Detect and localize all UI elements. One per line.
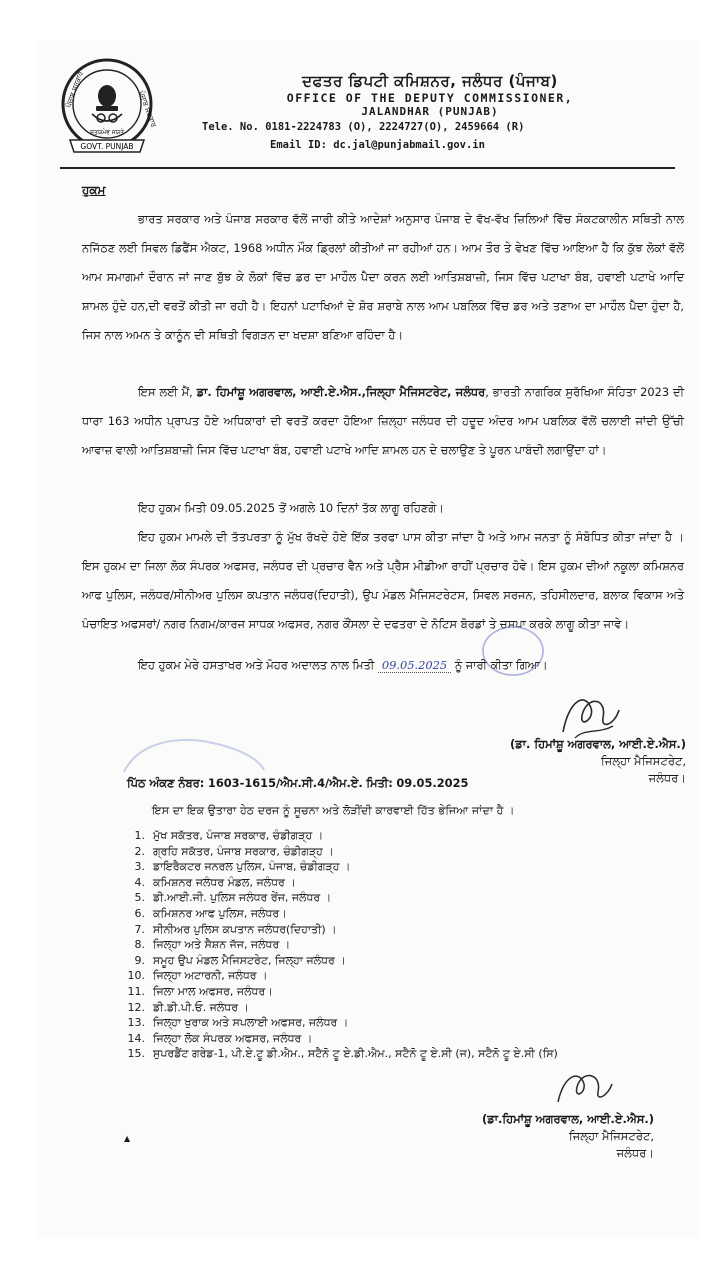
recipient-number: 13. (127, 1016, 145, 1030)
order-title: ਹੁਕਮ (82, 183, 106, 197)
recipient-text: ਜਿਲ੍ਹਾ ਲੋਕ ਸੰਪਰਕ ਅਫਸਰ, ਜਲੰਧਰ । (153, 1031, 313, 1045)
recipient-number: 5. (134, 891, 145, 905)
handwritten-date: 09.05.2025 (378, 658, 451, 673)
signature-block-1 (510, 736, 686, 787)
recipient-item (118, 922, 678, 938)
recipient-number: 1. (134, 829, 145, 842)
recipient-text: ਜਿਲ੍ਹਾ ਖੁਰਾਕ ਅਤੇ ਸਪਲਾਈ ਅਫਸਰ, ਜਲੰਧਰ । (153, 1016, 349, 1030)
endorsement-date-label: ਮਿਤੀ: (366, 776, 393, 790)
recipient-item (118, 875, 678, 891)
paragraph-5-end: ਨੂੰ ਜਾਰੀ ਕੀਤਾ ਗਿਆ। (454, 658, 548, 672)
paragraph-5-start: ਇਹ ਹੁਕਮ ਮੇਰੇ ਹਸਤਾਖਰ ਅਤੇ ਮੋਹਰ ਅਦਾਲਤ ਨਾਲ ਮਿਤੀ (138, 658, 375, 672)
punjab-government-seal (56, 56, 158, 158)
signature-scribble-2 (548, 1066, 618, 1116)
paragraph-2-start: ਇਸ ਲਈ ਮੈਂ, (138, 385, 197, 399)
order-paragraph-1 (82, 205, 684, 350)
signatory-name-1: (ਡਾ. ਹਿਮਾਂਸ਼ੂ ਅਗਰਵਾਲ, ਆਈ.ਏ.ਐਸ.) (509, 737, 686, 751)
recipient-text: ਜਿਲ੍ਹਾ ਅਟਾਰਨੀ, ਜਲੰਧਰ । (153, 969, 268, 983)
endorsement-intro: ਇਸ ਦਾ ਇਕ ਉਤਾਰਾ ਹੇਠ ਦਰਜ ਨੂੰ ਸੂਚਨਾ ਅਤੇ ਲੋੜੀਂਦੀ ਕਾਰਵਾਈ ਹਿੱਤ ਭੇਜਿਆ ਜਾਂਦਾ ਹੈ । (152, 804, 515, 817)
office-title-punjabi: ਦਫਤਰ ਡਿਪਟੀ ਕਮਿਸ਼ਨਰ, ਜਲੰਧਰ (ਪੰਜਾਬ) (302, 72, 558, 90)
email-address: Email ID: dc.jal@punjabmail.gov.in (270, 139, 485, 151)
signatory-place-2: ਜਲੰਧਰ। (616, 1146, 654, 1160)
recipient-number: 10. (127, 969, 145, 983)
office-city: JALANDHAR (PUNJAB) (361, 105, 499, 118)
recipient-item (118, 1046, 678, 1062)
signatory-designation-1: ਜਿਲ੍ਹਾ ਮੈਜਿਸਟਰੇਟ, (601, 754, 686, 768)
seal-left-text: ਪੰਜਾਬ ਸਰਕਾਰ (64, 70, 85, 109)
distribution-list (118, 828, 678, 1062)
recipient-item (118, 1031, 678, 1047)
recipient-item (118, 828, 678, 844)
recipient-number: 14. (127, 1031, 145, 1045)
endorsement-date: 09.05.2025 (396, 776, 469, 790)
recipient-number: 11. (127, 984, 145, 998)
recipient-text: ਡਾਇਰੈਕਟਰ ਜਨਰਲ ਪੁਲਿਸ, ਪੰਜਾਬ, ਚੰਡੀਗੜ੍ਹ । (153, 860, 351, 874)
magistrate-name-bold: ਡਾ. ਹਿਮਾਂਸ਼ੂ ਅਗਰਵਾਲ, ਆਈ.ਏ.ਐਸ.,ਜਿਲ੍ਹਾ ਮੈਜਿਸਟਰੇਟ, ਜਲੰਧਰ (196, 385, 486, 399)
recipient-text: ਡੀ.ਡੀ.ਪੀ.ਓ. ਜਲੰਧਰ । (153, 1000, 249, 1014)
signatory-designation-2: ਜਿਲ੍ਹਾ ਮੈਜਿਸਟਰੇਟ, (569, 1129, 654, 1143)
recipient-text: ਕਮਿਸ਼ਨਰ ਜਲੰਧਰ ਮੰਡਲ, ਜਲੰਧਰ । (153, 875, 296, 889)
faint-stamp-impression (118, 734, 268, 780)
endorsement-reference (127, 776, 468, 791)
recipient-text: ਜਿਲਾ ਮਾਲ ਅਫਸਰ, ਜਲੰਧਰ। (153, 984, 273, 998)
recipient-number: 2. (134, 844, 145, 858)
telephone-numbers: Tele. No. 0181-2224783 (O), 2224727(O), 2459664 (R) (202, 121, 525, 133)
recipient-item (118, 953, 678, 969)
recipient-number: 9. (134, 953, 145, 967)
recipient-number: 6. (134, 906, 145, 920)
recipient-text: ਜਿਲ੍ਹਾ ਅਤੇ ਸੈਸ਼ਨ ਜੱਜ, ਜਲੰਧਰ । (153, 938, 291, 952)
recipient-item (118, 984, 678, 1000)
recipient-text: ਸਮੂਹ ਉਪ ਮੰਡਲ ਮੈਜਿਸਟਰੇਟ, ਜਿਲ੍ਹਾ ਜਲੰਧਰ । (153, 953, 346, 967)
paragraph-1-text: ਭਾਰਤ ਸਰਕਾਰ ਅਤੇ ਪੰਜਾਬ ਸਰਕਾਰ ਵੱਲੋਂ ਜਾਰੀ ਕੀਤੇ ਆਦੇਸ਼ਾਂ ਅਨੁਸਾਰ ਪੰਜਾਬ ਦੇ ਵੱਖ-ਵੱਖ ਜ਼ਿਲਿਆਂ ਵਿੱਚ ਸੰਕਟਕਾਲੀਨ ਸਥਿਤੀ ਨਾਲ ਨਜਿੱਠਣ ਲਈ ਸਿਵਲ ਡਿਫੈਂਸ ਐਕਟ, 1968 ਅਧੀਨ ਮੌਕ ਡ੍ਰਿਲਾਂ ਕੀਤੀਆਂ ਜਾ ਰਹੀਆਂ ਹਨ। ਆਮ ਤੌਰ ਤੇ ਵੇਖਣ ਵਿੱਚ ਆਇਆ ਹੈ ਕਿ ਕੁੱਝ ਲੋਕਾਂ ਵੱਲੋਂ ਆਮ ਸਮਾਗਮਾਂ ਦੌਰਾਨ ਜਾਂ ਜਾਣ ਬੁੱਝ ਕੇ ਲੋਕਾਂ ਵਿੱਚ ਡਰ ਦਾ ਮਾਹੌਲ ਪੈਦਾ ਕਰਨ ਲਈ ਆਤਿਸ਼ਬਾਜ਼ੀ, ਜਿਸ ਵਿੱਚ ਪਟਾਖਾ ਬੰਬ, ਹਵਾਈ ਪਟਾਖੇ ਆਦਿ ਸ਼ਾਮਲ ਹੁੰਦੇ ਹਨ,ਦੀ ਵਰਤੋਂ ਕੀਤੀ ਜਾ ਰਹੀ ਹੈ। ਇਹਨਾਂ ਪਟਾਖਿਆਂ ਦੇ ਸ਼ੋਰ ਸ਼ਰਾਬੇ ਨਾਲ ਆਮ ਪਬਲਿਕ ਵਿੱਚ ਡਰ ਅਤੇ ਤਣਾਅ ਦਾ ਮਾਹੌਲ ਪੈਦਾ ਹੁੰਦਾ ਹੈ, ਜਿਸ ਨਾਲ ਅਮਨ ਤੇ ਕਾਨੂੰਨ ਦੀ ਸਥਿਤੀ ਵਿਗੜਨ ਦਾ ਖਦਸ਼ਾ ਬਣਿਆ ਰਹਿੰਦਾ ਹੈ। (82, 212, 684, 342)
office-title-english: OFFICE OF THE DEPUTY COMMISSIONER, (286, 91, 574, 105)
recipient-item (118, 1000, 678, 1016)
recipient-item (118, 890, 678, 906)
order-paragraph-4 (82, 523, 684, 639)
paragraph-2-rest: , ਭਾਰਤੀ ਨਾਗਰਿਕ ਸੁਰੱਖਿਆ ਸੰਹਿਤਾ 2023 ਦੀ ਧਾਰਾ 163 ਅਧੀਨ ਪ੍ਰਾਪਤ ਹੋਏ ਅਧਿਕਾਰਾਂ ਦੀ ਵਰਤੋਂ ਕਰਦਾ ਹੋਇਆ ਜ਼ਿਲ੍ਹਾ ਜਲੰਧਰ ਦੀ ਹਦੂਦ ਅੰਦਰ ਆਮ ਪਬਲਿਕ ਵੱਲੋਂ ਚਲਾਈ ਜਾਂਦੀ ਉੱਚੀ ਆਵਾਜ਼ ਵਾਲੀ ਆਤਿਸ਼ਬਾਜ਼ੀ ਜਿਸ ਵਿੱਚ ਪਟਾਖਾ ਬੰਬ, ਹਵਾਈ ਪਟਾਖੇ ਆਦਿ ਸ਼ਾਮਲ ਹਨ ਦੇ ਚਲਾਉਣ ਤੇ ਪੂਰਨ ਪਾਬੰਦੀ ਲਗਾਉਂਦਾ ਹਾਂ। (82, 385, 685, 457)
recipient-item (118, 906, 678, 922)
order-paragraph-2 (82, 378, 684, 465)
letterhead (190, 72, 670, 118)
order-paragraph-3 (82, 494, 684, 523)
recipient-number: 8. (134, 938, 145, 952)
reference-number: 1603-1615/ਐਮ.ਸੀ.4/ਐਮ.ਏ. (207, 776, 363, 790)
signature-block-2 (482, 1111, 654, 1162)
seal-right-text: ਪੰਜਾਬ ਸਰਕਾਰ (137, 89, 158, 129)
recipient-item (118, 859, 678, 875)
small-triangle-mark: ▲ (124, 1134, 131, 1143)
recipient-item (118, 844, 678, 860)
recipient-text: ਗ੍ਰਹਿ ਸਕੱਤਰ, ਪੰਜਾਬ ਸਰਕਾਰ, ਚੰਡੀਗੜ੍ਹ । (153, 844, 334, 858)
official-stamp-mark (478, 622, 548, 680)
signatory-place-1: ਜਲੰਧਰ। (648, 771, 686, 785)
recipient-text: ਮੁੱਖ ਸਕੱਤਰ, ਪੰਜਾਬ ਸਰਕਾਰ, ਚੰਡੀਗੜ੍ਹ । (153, 829, 324, 842)
recipient-text: ਡੀ.ਆਈ.ਜੀ. ਪੁਲਿਸ ਜਲੰਧਰ ਰੇਂਜ, ਜਲੰਧਰ । (153, 891, 332, 905)
recipient-text: ਸੁਪਰਡੈਂਟ ਗਰੇਡ-1, ਪੀ.ਏ.ਟੂ ਡੀ.ਐਮ., ਸਟੈਨੋ ਟੂ ਏ.ਡੀ.ਐਮ., ਸਟੈਨੋ ਟੂ ਏ.ਸੀ (ਜ), ਸਟੈਨੋ ਟੂ ਏ.ਸੀ (ਸਿ) (153, 1047, 558, 1061)
recipient-number: 12. (127, 1000, 145, 1014)
reference-label: ਪਿੱਠ ਅੰਕਣ ਨੰਬਰ: (127, 776, 205, 790)
seal-motto: ਸਤਯਮੇਵ ਜਯਤੇ (89, 129, 125, 136)
order-paragraph-5 (82, 651, 684, 680)
recipient-number: 3. (134, 860, 145, 874)
recipient-text: ਕਮਿਸ਼ਨਰ ਆਫ ਪੁਲਿਸ, ਜਲੰਧਰ। (153, 906, 287, 920)
recipient-item (118, 968, 678, 984)
recipient-item (118, 1015, 678, 1031)
recipient-number: 4. (134, 875, 145, 889)
recipient-number: 15. (127, 1047, 145, 1061)
recipient-text: ਸੀਨੀਅਰ ਪੁਲਿਸ ਕਪਤਾਨ ਜਲੰਧਰ(ਦਿਹਾਤੀ) । (153, 922, 337, 936)
signatory-name-2: (ਡਾ.ਹਿਮਾਂਸ਼ੂ ਅਗਰਵਾਲ, ਆਈ.ਏ.ਐਸ.) (481, 1112, 654, 1126)
recipient-item (118, 937, 678, 953)
contact-details (202, 118, 672, 154)
header-divider (60, 167, 675, 169)
paragraph-3-text: ਇਹ ਹੁਕਮ ਮਿਤੀ 09.05.2025 ਤੋਂ ਅਗਲੇ 10 ਦਿਨਾਂ ਤੱਕ ਲਾਗੂ ਰਹਿਣਗੇ। (138, 501, 444, 515)
seal-ribbon-text: GOVT. PUNJAB (80, 142, 134, 151)
paragraph-4-text: ਇਹ ਹੁਕਮ ਮਾਮਲੇ ਦੀ ਤੱਤਪਰਤਾ ਨੂੰ ਮੁੱਖ ਰੱਖਦੇ ਹੋਏ ਇੱਕ ਤਰਫਾ ਪਾਸ ਕੀਤਾ ਜਾਂਦਾ ਹੈ ਅਤੇ ਆਮ ਜਨਤਾ ਨੂੰ ਸੰਬੋਧਿਤ ਕੀਤਾ ਜਾਂਦਾ ਹੈ । ਇਸ ਹੁਕਮ ਦਾ ਜਿਲਾ ਲੋਕ ਸੰਪਰਕ ਅਫਸਰ, ਜਲੰਧਰ ਦੀ ਪ੍ਰਚਾਰ ਵੈਨ ਅਤੇ ਪ੍ਰੈਸ ਮੀਡੀਆ ਰਾਹੀਂ ਪ੍ਰਚਾਰ ਹੋਵੇ। ਇਸ ਹੁਕਮ ਦੀਆਂ ਨਕੂਲਾ ਕਮਿਸ਼ਨਰ ਆਫ ਪੁਲਿਸ, ਜਲੰਧਰ/ਸੀਨੀਅਰ ਪੁਲਿਸ ਕਪਤਾਨ ਜਲੰਧਰ(ਦਿਹਾਤੀ), ਉਪ ਮੰਡਲ ਮੈਜਿਸਟਰੇਟਸ, ਸਿਵਲ ਸਰਜਨ, ਤਹਿਸੀਲਦਾਰ, ਬਲਾਕ ਵਿਕਾਸ ਅਤੇ ਪੰਚਾਇਤ ਅਫਸਰਾਂ/ ਨਗਰ ਨਿਗਮ/ਕਾਰਜ ਸਾਧਕ ਅਫਸਰ, ਨਗਰ ਕੌਂਸਲਾ ਦੇ ਦਫਤਰਾ ਦੇ ਨੋਟਿਸ ਬੋਰਡਾਂ ਤੇ ਚਸਪਾ ਕਰਕੇ ਲਾਗੂ ਕੀਤਾ ਜਾਵੇ। (82, 530, 684, 631)
recipient-number: 7. (134, 922, 145, 936)
